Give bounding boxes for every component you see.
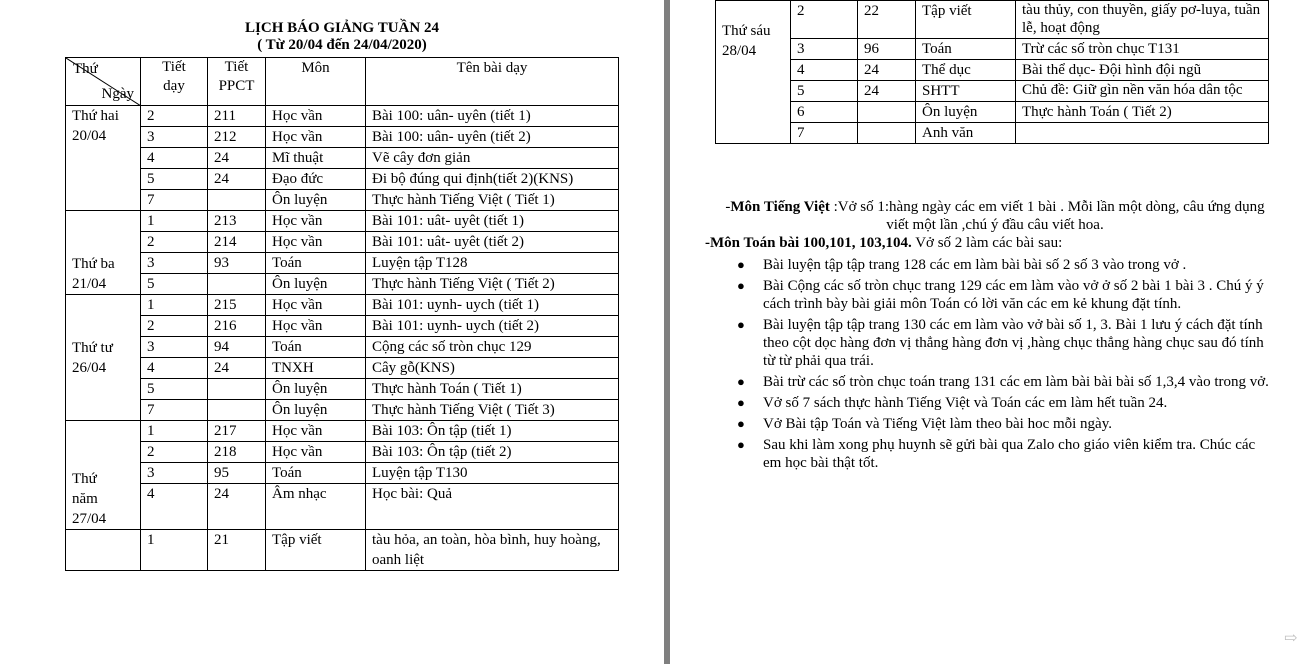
tiet-day-cell: 3 — [791, 39, 858, 60]
mon-cell: Học vần — [266, 211, 366, 232]
ten-bai-cell: Bài 101: uynh- uych (tiết 1) — [366, 295, 619, 316]
table-row — [66, 106, 619, 127]
ten-bai-cell: Vẽ cây đơn giản — [366, 148, 619, 169]
ppct-cell — [208, 190, 266, 211]
day-cell — [716, 1, 791, 144]
bullet-icon: ● — [737, 257, 745, 272]
table-row — [66, 127, 619, 148]
ppct-cell: 22 — [858, 1, 916, 39]
ten-bai-cell: Học bài: Quả — [366, 484, 619, 530]
mon-cell: Tập viết — [266, 530, 366, 571]
list-item — [737, 316, 1275, 370]
ppct-cell: 95 — [208, 463, 266, 484]
list-item — [737, 277, 1275, 313]
mon-cell: SHTT — [916, 81, 1016, 102]
day-cell — [66, 530, 141, 571]
note-toan-heading: -Môn Toán bài 100,101, 103,104. — [705, 235, 912, 251]
ten-bai-cell: Bài 103: Ôn tập (tiết 1) — [366, 421, 619, 442]
ppct-cell: 213 — [208, 211, 266, 232]
tiet-day-cell: 7 — [141, 190, 208, 211]
ten-bai-cell: Chủ đề: Giữ gìn nền văn hóa dân tộc — [1016, 81, 1269, 102]
mon-cell: Âm nhạc — [266, 484, 366, 530]
schedule-table — [65, 57, 619, 571]
tiet-day-cell: 1 — [141, 211, 208, 232]
ppct-cell: 216 — [208, 316, 266, 337]
ten-bai-cell: Thực hành Tiếng Việt ( Tiết 3) — [366, 400, 619, 421]
table-row — [716, 123, 1269, 144]
ten-bai-cell: Cây gỗ(KNS) — [366, 358, 619, 379]
ten-bai-cell: Bài thể dục- Đội hình đội ngũ — [1016, 60, 1269, 81]
mon-cell: Toán — [266, 337, 366, 358]
day-label-line2: năm — [72, 491, 98, 507]
tiet-day-cell: 4 — [141, 484, 208, 530]
note-tv-prefix: - — [725, 199, 731, 215]
day-cell — [66, 106, 141, 211]
mon-cell: TNXH — [266, 358, 366, 379]
day-label-line2: 21/04 — [72, 276, 107, 292]
ten-bai-cell: tàu hỏa, an toàn, hòa bình, huy hoàng, oanh liệt — [366, 530, 619, 571]
header-ngay: Ngày — [101, 86, 134, 102]
mon-cell: Học vần — [266, 421, 366, 442]
day-label-line2: 28/04 — [722, 43, 757, 59]
list-item-text: Vở Bài tập Toán và Tiếng Việt làm theo bài hoc mỗi ngày. — [763, 416, 1112, 432]
ten-bai-cell: Bài 101: uât- uyêt (tiết 1) — [366, 211, 619, 232]
ppct-cell: 96 — [858, 39, 916, 60]
header-mon: Môn — [266, 58, 366, 106]
day-label-line3: 27/04 — [72, 511, 107, 527]
header-tiet-day-line2: dạy — [163, 78, 185, 94]
list-item — [737, 256, 1275, 274]
ten-bai-cell — [1016, 123, 1269, 144]
list-item-text: Bài luyện tập tập trang 128 các em làm bài bài số 2 số 3 vào trong vở . — [763, 257, 1187, 273]
ppct-cell: 211 — [208, 106, 266, 127]
table-row — [66, 232, 619, 253]
table-row — [716, 81, 1269, 102]
table-row — [66, 253, 619, 274]
mon-cell: Thể dục — [916, 60, 1016, 81]
tiet-day-cell: 3 — [141, 337, 208, 358]
header-ppct-line2: PPCT — [218, 78, 255, 94]
ppct-cell — [858, 102, 916, 123]
ppct-cell: 24 — [208, 484, 266, 530]
day-label-line1: Thứ hai — [72, 108, 119, 124]
ten-bai-cell: tàu thủy, con thuyền, giấy pơ-luya, tuần lễ, hoạt động — [1016, 1, 1269, 39]
tiet-day-cell: 2 — [141, 316, 208, 337]
ppct-cell: 214 — [208, 232, 266, 253]
table-row — [66, 274, 619, 295]
ppct-cell — [208, 400, 266, 421]
bullet-icon: ● — [737, 374, 745, 389]
ppct-cell: 217 — [208, 421, 266, 442]
ten-bai-cell: Bài 101: uât- uyêt (tiết 2) — [366, 232, 619, 253]
tiet-day-cell: 5 — [791, 81, 858, 102]
mon-cell: Học vần — [266, 106, 366, 127]
table-row — [716, 102, 1269, 123]
table-row — [66, 463, 619, 484]
ten-bai-cell: Đi bộ đúng qui định(tiết 2)(KNS) — [366, 169, 619, 190]
tiet-day-cell: 2 — [141, 106, 208, 127]
tiet-day-cell: 1 — [141, 421, 208, 442]
mon-cell: Học vần — [266, 316, 366, 337]
list-item-text: Bài Cộng các số tròn chục trang 129 các em làm vào vở ở số 2 bài 1 bài 3 . Chú ý ý cách trình bày bài giải môn Toán có lời văn các em kẻ khung đặt tính. — [763, 278, 1264, 312]
day-label-line2: 20/04 — [72, 128, 107, 144]
day-label-line1: Thứ ba — [72, 256, 115, 272]
ppct-cell: 21 — [208, 530, 266, 571]
ten-bai-cell: Trừ các số tròn chục T131 — [1016, 39, 1269, 60]
note-tv-heading: Môn Tiếng Việt — [730, 199, 830, 215]
list-item-text: Sau khi làm xong phụ huynh sẽ gửi bài qua Zalo cho giáo viên kiểm tra. Chúc các em học bài thật tốt. — [763, 437, 1256, 471]
mon-cell: Toán — [916, 39, 1016, 60]
tiet-day-cell: 2 — [141, 232, 208, 253]
table-row — [66, 484, 619, 530]
mon-cell: Anh văn — [916, 123, 1016, 144]
document-page-right — [670, 0, 1314, 664]
ten-bai-cell: Bài 103: Ôn tập (tiết 2) — [366, 442, 619, 463]
schedule-title: LỊCH BÁO GIẢNG TUẦN 24 — [245, 20, 439, 36]
ten-bai-cell: Luyện tập T130 — [366, 463, 619, 484]
tiet-day-cell: 4 — [791, 60, 858, 81]
ten-bai-cell: Thực hành Tiếng Việt ( Tiết 2) — [366, 274, 619, 295]
ppct-cell: 93 — [208, 253, 266, 274]
mon-cell: Tập viết — [916, 1, 1016, 39]
table-row — [66, 379, 619, 400]
day-cell — [66, 211, 141, 295]
tiet-day-cell: 2 — [141, 442, 208, 463]
table-row — [66, 190, 619, 211]
table-row — [716, 1, 1269, 39]
ppct-cell — [208, 379, 266, 400]
ppct-cell: 218 — [208, 442, 266, 463]
list-item — [737, 436, 1275, 472]
homework-list — [715, 256, 1275, 472]
day-label-line1: Thứ tư — [72, 339, 113, 356]
bullet-icon: ● — [737, 395, 745, 410]
table-row — [66, 316, 619, 337]
mon-cell: Ôn luyện — [916, 102, 1016, 123]
tiet-day-cell: 5 — [141, 379, 208, 400]
mon-cell: Học vần — [266, 442, 366, 463]
header-ppct-line1: Tiết — [224, 59, 249, 75]
ppct-cell — [858, 123, 916, 144]
ppct-cell: 24 — [858, 81, 916, 102]
list-item — [737, 394, 1275, 412]
tiet-day-cell: 5 — [141, 169, 208, 190]
arrow-right-icon[interactable]: ⇨ — [1284, 630, 1298, 647]
day-label-line1: Thứ — [72, 471, 97, 487]
tiet-day-cell: 6 — [791, 102, 858, 123]
table-header-row — [66, 58, 619, 106]
list-item-text: Vở số 7 sách thực hành Tiếng Việt và Toán các em làm hết tuần 24. — [763, 395, 1168, 411]
mon-cell: Học vần — [266, 127, 366, 148]
header-tiet-day — [141, 58, 208, 106]
mon-cell: Toán — [266, 463, 366, 484]
mon-cell: Ôn luyện — [266, 190, 366, 211]
friday-table — [715, 0, 1269, 144]
bullet-icon: ● — [737, 278, 745, 293]
tiet-day-cell: 7 — [791, 123, 858, 144]
table-row — [66, 421, 619, 442]
table-row — [716, 39, 1269, 60]
list-item-text: Bài luyện tập tập trang 130 các em làm vào vở bài số 1, 3. Bài 1 lưu ý cách đặt tính theo cột dọc hàng đơn vị thẳng hàng đơn vị ,hàng chục thẳng hàng chục sau đó tính từ từ phải qua trái. — [763, 317, 1264, 369]
ten-bai-cell: Thực hành Toán ( Tiết 1) — [366, 379, 619, 400]
header-ppct — [208, 58, 266, 106]
bullet-icon: ● — [737, 317, 745, 332]
list-item — [737, 373, 1275, 391]
table-row — [66, 400, 619, 421]
ten-bai-cell: Bài 101: uynh- uych (tiết 2) — [366, 316, 619, 337]
ppct-cell — [208, 274, 266, 295]
mon-cell: Ôn luyện — [266, 379, 366, 400]
homework-notes — [705, 198, 1275, 475]
tiet-day-cell: 2 — [791, 1, 858, 39]
table-row — [66, 169, 619, 190]
table-row — [66, 211, 619, 232]
table-row — [66, 442, 619, 463]
header-thu: Thứ — [73, 61, 98, 77]
mon-cell: Học vần — [266, 232, 366, 253]
mon-cell: Đạo đức — [266, 169, 366, 190]
ten-bai-cell: Thực hành Toán ( Tiết 2) — [1016, 102, 1269, 123]
table-row — [66, 148, 619, 169]
mon-cell: Ôn luyện — [266, 400, 366, 421]
tiet-day-cell: 5 — [141, 274, 208, 295]
ten-bai-cell: Luyện tập T128 — [366, 253, 619, 274]
ppct-cell: 24 — [208, 169, 266, 190]
list-item-text: Bài trừ các số tròn chục toán trang 131 các em làm bài bài bài số 1,3,4 vào trong vở. — [763, 374, 1269, 390]
ppct-cell: 215 — [208, 295, 266, 316]
tiet-day-cell: 1 — [141, 530, 208, 571]
note-tv-text: :Vở số 1:hàng ngày các em viết 1 bài . Mỗi lần một dòng, câu ứng dụng viết một lần ,chú ý đầu câu viết hoa. — [829, 199, 1265, 233]
header-thu-ngay — [66, 58, 141, 106]
schedule-subtitle: ( Từ 20/04 đến 24/04/2020) — [257, 37, 427, 53]
table-row — [716, 60, 1269, 81]
tiet-day-cell: 7 — [141, 400, 208, 421]
bullet-icon: ● — [737, 437, 745, 452]
ppct-cell: 94 — [208, 337, 266, 358]
day-label-line1: Thứ sáu — [722, 23, 771, 39]
tiet-day-cell: 3 — [141, 463, 208, 484]
tiet-day-cell: 4 — [141, 148, 208, 169]
ppct-cell: 24 — [858, 60, 916, 81]
note-toan — [705, 234, 1275, 252]
header-ten-bai: Tên bài dạy — [366, 58, 619, 106]
note-tieng-viet — [715, 198, 1275, 234]
day-cell — [66, 295, 141, 421]
ppct-cell: 24 — [208, 358, 266, 379]
tiet-day-cell: 4 — [141, 358, 208, 379]
tiet-day-cell: 3 — [141, 127, 208, 148]
ten-bai-cell: Cộng các số tròn chục 129 — [366, 337, 619, 358]
header-tiet-day-line1: Tiết — [162, 59, 186, 75]
tiet-day-cell: 3 — [141, 253, 208, 274]
mon-cell: Học vần — [266, 295, 366, 316]
bullet-icon: ● — [737, 416, 745, 431]
mon-cell: Mĩ thuật — [266, 148, 366, 169]
mon-cell: Toán — [266, 253, 366, 274]
ten-bai-cell: Thực hành Tiếng Việt ( Tiết 1) — [366, 190, 619, 211]
list-item — [737, 415, 1275, 433]
day-label-line2: 26/04 — [72, 359, 107, 376]
table-row — [66, 337, 619, 358]
table-row — [66, 530, 619, 571]
ppct-cell: 212 — [208, 127, 266, 148]
mon-cell: Ôn luyện — [266, 274, 366, 295]
day-cell — [66, 421, 141, 530]
note-toan-text: Vở số 2 làm các bài sau: — [911, 235, 1063, 251]
table-row — [66, 358, 619, 379]
ten-bai-cell: Bài 100: uân- uyên (tiết 2) — [366, 127, 619, 148]
table-row — [66, 295, 619, 316]
ten-bai-cell: Bài 100: uân- uyên (tiết 1) — [366, 106, 619, 127]
ppct-cell: 24 — [208, 148, 266, 169]
tiet-day-cell: 1 — [141, 295, 208, 316]
